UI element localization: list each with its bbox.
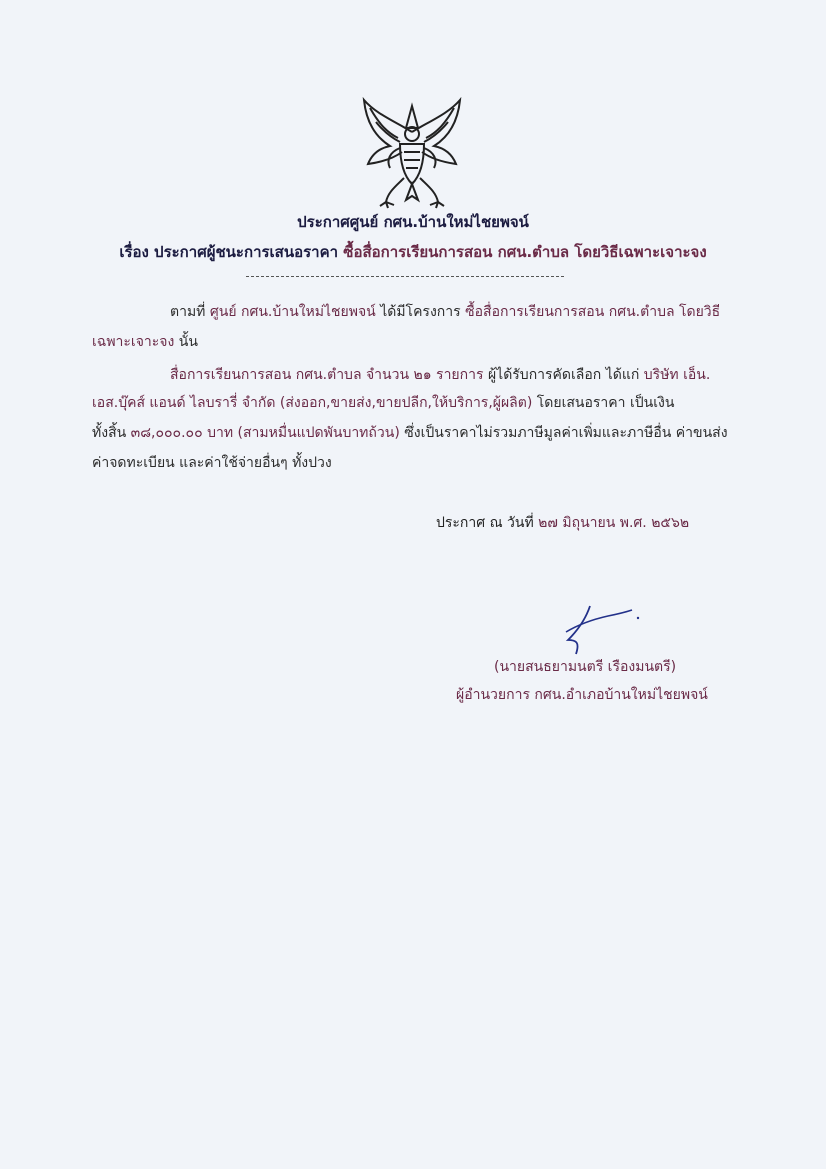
date-label: ประกาศ ณ วันที่ [436, 515, 534, 531]
text-span: ทั้งสิ้น [92, 425, 127, 441]
separator-rule [246, 276, 564, 277]
text-span: ได้มีโครงการ [380, 304, 461, 320]
signatory-name: (นายสนธยามนตรี เรืองมนตรี) [494, 659, 677, 675]
text-span: ค่าจดทะเบียน และค่าใช้จ่ายอื่นๆ ทั้งปวง [92, 455, 332, 471]
text-span: เอส.บุ๊คส์ แอนด์ ไลบรารี่ จำกัด (ส่งออก,ขายส่ง,ขายปลีก,ให้บริการ,ผู้ผลิต) [92, 395, 533, 411]
text-span: นั้น [178, 334, 198, 350]
paragraph-1-line-2 [92, 331, 198, 353]
paragraph-1-line-1 [170, 301, 720, 323]
text-span: โดยเสนอราคา [536, 395, 626, 411]
text-span: เฉพาะเจาะจง [92, 334, 175, 350]
paragraph-2-line-1 [170, 364, 710, 386]
text-span: ศูนย์ กศน.บ้านใหม่ไชยพจน์ [209, 304, 376, 320]
paragraph-2-line-4 [92, 452, 332, 474]
subject-prefix: เรื่อง ประกาศผู้ชนะการเสนอราคา [119, 243, 339, 261]
document-title: ประกาศศูนย์ กศน.บ้านใหม่ไชยพจน์ [297, 213, 529, 231]
text-span: เป็นเงิน [629, 395, 675, 411]
text-span: บริษัท เอ็น. [643, 367, 711, 383]
text-span: ผู้ได้รับการคัดเลือก ได้แก่ [487, 367, 640, 383]
announcement-date: ๒๗ มิถุนายน พ.ศ. ๒๕๖๒ [538, 515, 690, 531]
handwritten-signature [556, 596, 646, 656]
text-span: ซื้อสื่อการเรียนการสอน กศน.ตำบล โดยวิธี [465, 304, 721, 320]
text-span: ซึ่งเป็นราคาไม่รวมภาษีมูลค่าเพิ่มและภาษีอื่น ค่าขนส่ง [404, 425, 728, 441]
paragraph-2-line-2 [92, 392, 674, 414]
text-span: ๓๘,๐๐๐.๐๐ บาท (สามหมื่นแปดพันบาทถ้วน) [130, 425, 400, 441]
text-span: สื่อการเรียนการสอน กศน.ตำบล จำนวน ๒๑ รายการ [170, 367, 484, 383]
document-subject [0, 240, 826, 264]
announcement-date-line [436, 512, 689, 534]
paragraph-2-line-3 [92, 422, 728, 444]
signatory-position: ผู้อำนวยการ กศน.อำเภอบ้านใหม่ไชยพจน์ [456, 687, 708, 703]
garuda-emblem-icon [356, 92, 468, 210]
subject-item: ซื้อสื่อการเรียนการสอน กศน.ตำบล โดยวิธีเฉพาะเจาะจง [343, 243, 707, 261]
text-span: ตามที่ [170, 304, 206, 320]
